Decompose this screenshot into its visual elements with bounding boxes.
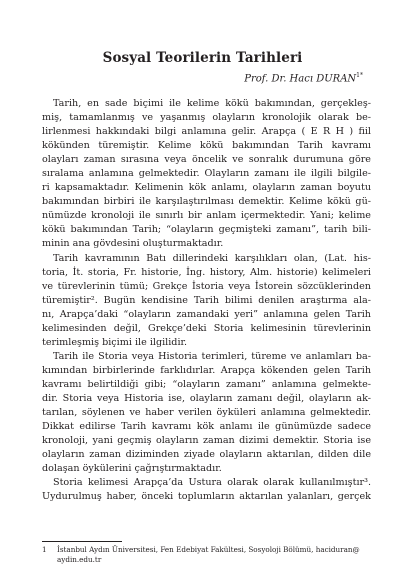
text-line: miş, tamamlanmış ve yaşanmış olayların kronolojik olarak be- (42, 112, 371, 124)
author-name: Prof. Dr. Hacı DURAN (244, 73, 357, 85)
text-line: bakımından birbiri ile karşılaştırılması demektir. Kelime kökü gü- (42, 196, 371, 208)
text-line: olayları zaman sırasına veya öncelik ve sonralık durumuna göre (42, 154, 371, 166)
text-line: tarılan, söylenen ve haber verilen öyküleri anlamına gelmektedir. (42, 407, 371, 419)
text-line: nümüzde kronoloji ile sınırlı bir anlam içermektedir. Yani; kelime (42, 210, 371, 222)
text-line: Tarih, en sade biçimi ile kelime kökü bakımından, gerçekleş- (53, 98, 371, 109)
footnote-text-line-1: İstanbul Aydın Üniversitesi, Fen Edebiyat Fakültesi, Sosyoloji Bölümü, haciduran@ (57, 545, 360, 554)
author-line (244, 72, 363, 84)
page-title: Sosyal Teorilerin Tarihleri (102, 50, 303, 66)
footnote-text-line-2: aydin.edu.tr (57, 554, 102, 564)
text-line: kökü bakımından Tarih; “olayların geçmişteki zamanı”, tarih bili- (42, 224, 371, 236)
body-text (42, 97, 371, 504)
text-line: toria, İt. storia, Fr. historie, İng. history, Alm. historie) kelimeleri (42, 266, 371, 278)
text-line: olayların zaman diziminden ziyade olayların aktarılan, dilden dile (42, 449, 371, 461)
text-line: Storia kelimesi Arapça’da Ustura olarak olarak kullanılmıştır³. (53, 477, 371, 489)
text-line: terimleşmiş biçimi ile ilgilidir. (42, 336, 188, 348)
text-line: kavramı belirtildiği gibi; “olayların zamanı” anlamına gelmekte- (42, 378, 371, 390)
author-footnote-marker: 1* (356, 72, 363, 79)
text-line: Dikkat edilirse Tarih kavramı kök anlamı ile günümüzde sadece (42, 421, 371, 433)
text-line: dir. Storia veya Historia ise, olayların zamanı değil, olayların ak- (42, 392, 371, 404)
paragraph (42, 97, 371, 252)
text-line: ve türevlerinin tümü; Grekçe İstoria veya İstorein sözcüklerinden (42, 280, 371, 292)
text-line: kökünden türemiştir. Kelime kökü bakımından Tarih kavramı (42, 140, 371, 152)
paragraph (42, 350, 371, 476)
footnote (42, 545, 373, 564)
text-line: Tarih ile Storia veya Historia terimleri, türeme ve anlamları ba- (53, 350, 371, 362)
text-line: sıralama anlamına gelmektedir. Olayların zamanı ile ilgili bilgile- (42, 168, 371, 180)
text-line: ri kapsamaktadır. Kelimenin kök anlamı, olayların zaman boyutu (42, 182, 371, 194)
text-line: kelimesinden değil, Grekçe’deki Storia kelimesinin türevlerinin (42, 322, 371, 334)
text-line: türemiştir². Bugün kendisine Tarih bilimi denilen araştırma ala- (42, 294, 371, 306)
text-line: kronoloji, yani geçmiş olayların zaman dizimi demektir. Storia ise (42, 435, 371, 447)
paragraph (42, 252, 371, 350)
paragraph (42, 476, 371, 504)
text-line: kımından birbirlerinde farklıdırlar. Arapça kökenden gelen Tarih (42, 364, 371, 376)
text-line: lirlenmesi hakkındaki bilgi anlamına gelir. Arapça ( E R H ) fiil (42, 126, 371, 138)
footnote-divider (42, 541, 122, 542)
footnote-number: 1 (42, 545, 47, 554)
text-line: Tarih kavramının Batı dillerindeki karşılıkları olan, (Lat. his- (53, 252, 371, 264)
text-line: dolaşan öykülerini çağrıştırmaktadır. (42, 463, 222, 475)
text-line: Uydurulmuş haber, önceki toplumların aktarılan yalanları, gerçek (42, 491, 371, 503)
text-line: minin ana gövdesini oluşturmaktadır. (42, 238, 224, 250)
text-line: nı, Arapça’daki “olayların zamandaki yeri” anlamına gelen Tarih (42, 308, 371, 320)
